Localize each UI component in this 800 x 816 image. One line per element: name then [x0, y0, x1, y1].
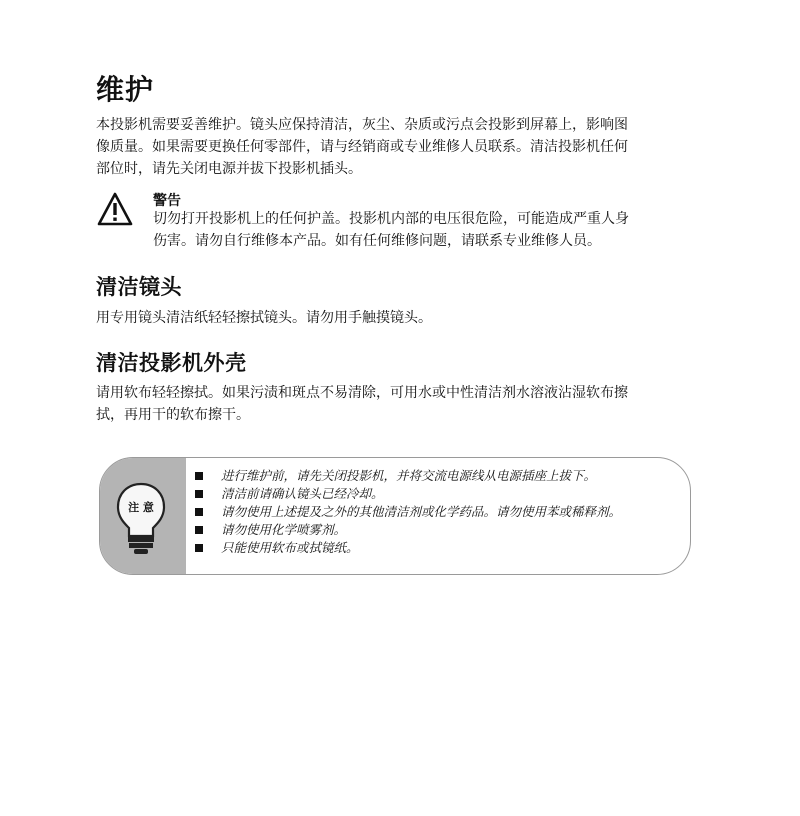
bullet-square-icon — [195, 508, 203, 516]
warning-triangle-icon — [97, 192, 133, 226]
warning-line: 切勿打开投影机上的任何护盖。投影机内部的电压很危险，可能造成严重人身 — [153, 211, 629, 227]
note-list — [194, 467, 621, 557]
warning-line: 伤害。请勿自行维修本产品。如有任何维修问题，请联系专业维修人员。 — [153, 233, 601, 249]
note-label: 注 意 — [128, 501, 154, 514]
note-item: 清洁前请确认镜头已经冷却。 — [194, 485, 621, 503]
clean-case-text — [96, 382, 702, 426]
note-item: 请勿使用化学喷雾剂。 — [194, 521, 621, 539]
note-item: 请勿使用上述提及之外的其他清洁剂或化学药品。请勿使用苯或稀释剂。 — [194, 503, 621, 521]
warning-text — [153, 208, 701, 252]
maintenance-intro — [96, 114, 702, 180]
bullet-square-icon — [195, 490, 203, 498]
clean-lens-heading: 清洁镜头 — [96, 275, 182, 299]
bullet-square-icon — [195, 472, 203, 480]
note-sidebar — [100, 458, 186, 574]
note-item: 只能使用软布或拭镜纸。 — [194, 539, 621, 557]
note-item: 进行维护前，请先关闭投影机，并将交流电源线从电源插座上拔下。 — [194, 467, 621, 485]
clean-case-heading: 清洁投影机外壳 — [96, 351, 247, 375]
intro-line: 像质量。如果需要更换任何零部件，请与经销商或专业维修人员联系。清洁投影机任何 — [96, 139, 628, 155]
clean-lens-text — [96, 307, 702, 329]
clean-lens-line: 用专用镜头清洁纸轻轻擦拭镜头。请勿用手触摸镜头。 — [96, 310, 432, 326]
maintenance-heading: 维护 — [96, 73, 155, 106]
bullet-square-icon — [195, 526, 203, 534]
bullet-square-icon — [195, 544, 203, 552]
warning-title: 警告 — [153, 193, 181, 209]
lightbulb-icon — [116, 482, 166, 556]
clean-case-line: 请用软布轻轻擦拭。如果污渍和斑点不易清除，可用水或中性清洁剂水溶液沾湿软布擦 — [96, 385, 628, 401]
note-box — [99, 457, 691, 575]
intro-line: 本投影机需要妥善维护。镜头应保持清洁，灰尘、杂质或污点会投影到屏幕上，影响图 — [96, 117, 628, 133]
clean-case-line: 拭，再用干的软布擦干。 — [96, 407, 250, 423]
intro-line: 部位时，请先关闭电源并拔下投影机插头。 — [96, 161, 362, 177]
